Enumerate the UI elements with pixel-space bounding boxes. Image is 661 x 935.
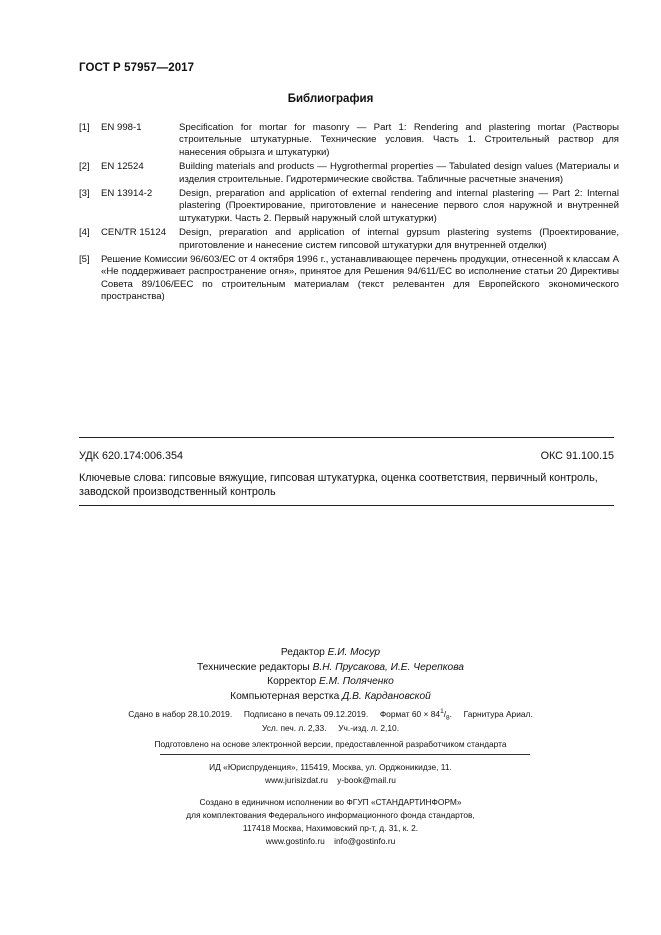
imprint-line-3: Подготовлено на основе электронной версии, предоставленной разработчиком стандарта — [154, 739, 507, 749]
document-code: ГОСТ Р 57957—2017 — [79, 62, 195, 74]
bibliography-list — [79, 122, 619, 306]
entry-number: [3] — [79, 188, 90, 200]
credit-editor: Редактор Е.И. Мосур — [280, 647, 381, 658]
entry-text: Specification for mortar for masonry — Part 1: Rendering and plastering mortar (Растворы строительные штукатурные. Технические условия. Часть 1. Строительный раствор для нанесения обрызга и штукатурки) — [179, 122, 619, 158]
divider-top — [79, 437, 614, 438]
bibliography-entry — [79, 161, 619, 186]
imprint-divider — [160, 754, 530, 755]
entry-number: [2] — [79, 161, 90, 173]
publisher-line-2 — [0, 774, 661, 787]
divider-bottom — [79, 505, 614, 506]
credit-layout: Компьютерная верстка Д.В. Кардановской — [230, 690, 431, 702]
publisher-email[interactable]: y-book@mail.ru — [337, 775, 396, 785]
publisher-line-1: ИД «Юриспруденция», 115419, Москва, ул. Орджоникидзе, 11. — [209, 762, 452, 772]
entry-text: Решение Комиссии 96/603/ЕС от 4 октября 1996 г., устанавливающее перечень продукции, отнесенной к классам А «Не поддерживает распространение огня», принятое для Решения 94/611/ЕС во исполнение статьи 20 Директивы Совета 89/106/ЕЕС по строительным материалам (текст релевантен для Европейского экономического пространства) — [101, 254, 619, 303]
entry-code: CEN/TR 15124 — [101, 227, 167, 239]
entry-text: Design, preparation and application of external rendering and internal plastering — Part 2: Internal plastering (Проектирование, приготовление и нанесение первого слоя наружной и внутренней штукатурки. Часть 2. Первый наружный слой штукатурки) — [179, 188, 619, 224]
printer-line-1: Создано в единичном исполнении во ФГУП «СТАНДАРТИНФОРМ» — [199, 797, 462, 807]
printer-line-3: 117418 Москва, Нахимовский пр-т, д. 31, к. 2. — [242, 823, 419, 833]
entry-number: [1] — [79, 122, 90, 133]
printer-line-2: для комплектования Федерального информационного фонда стандартов, — [186, 810, 475, 820]
printer-line-4 — [0, 835, 661, 848]
entry-number: [4] — [79, 227, 90, 239]
imprint-line-1: Сдано в набор 28.10.2019. Подписано в печать 09.12.2019. Формат $60 \times 84^1/_8$. Гарнитура Ариал. — [128, 708, 533, 722]
printer-email[interactable]: info@gostinfo.ru — [334, 836, 396, 846]
entry-number: [5] — [79, 254, 90, 266]
entry-text: Building materials and products — Hygrothermal properties — Tabulated design values (Материалы и изделия строительные. Гидротермические свойства. Табличные расчетные значения) — [179, 161, 619, 185]
credit-tech-editors: Технические редакторы В.Н. Прусакова, И.Е. Черепкова — [197, 661, 464, 673]
entry-code: EN 13914-2 — [101, 188, 153, 200]
udk-code: УДК 620.174:006.354 — [79, 450, 184, 462]
bibliography-entry — [79, 227, 619, 252]
bibliography-entry — [79, 122, 619, 159]
imprint-line-2: Усл. печ. л. 2,33. Уч.-изд. л. 2,10. — [261, 723, 400, 733]
layout-name: Д.В. Кардановской — [342, 690, 431, 702]
keywords: Ключевые слова: гипсовые вяжущие, гипсовая штукатурка, оценка соответствия, первичный контроль, заводской производственный контроль — [79, 472, 598, 499]
entry-text: Design, preparation and application of internal gypsum plastering systems (Проектирование, приготовление и нанесение систем гипсовой штукатурки для внутренней отделки) — [179, 227, 619, 251]
entry-code: EN 998-1 — [101, 122, 142, 133]
bibliography-entry — [79, 188, 619, 225]
credit-corrector: Корректор Е.М. Поляченко — [267, 676, 394, 688]
corrector-name: Е.М. Поляченко — [319, 676, 394, 688]
editor-name: Е.И. Мосур — [327, 647, 381, 658]
oks-code: ОКС 91.100.15 — [540, 450, 614, 462]
credits — [0, 646, 661, 704]
bibliography-title: Библиография — [287, 93, 374, 105]
printer-website[interactable]: www.gostinfo.ru — [265, 836, 325, 846]
entry-code: EN 12524 — [101, 161, 144, 173]
tech-editor-names: В.Н. Прусакова, И.Е. Черепкова — [312, 661, 464, 673]
bibliography-entry — [79, 254, 619, 304]
publisher-website[interactable]: www.jurisizdat.ru — [265, 775, 328, 785]
